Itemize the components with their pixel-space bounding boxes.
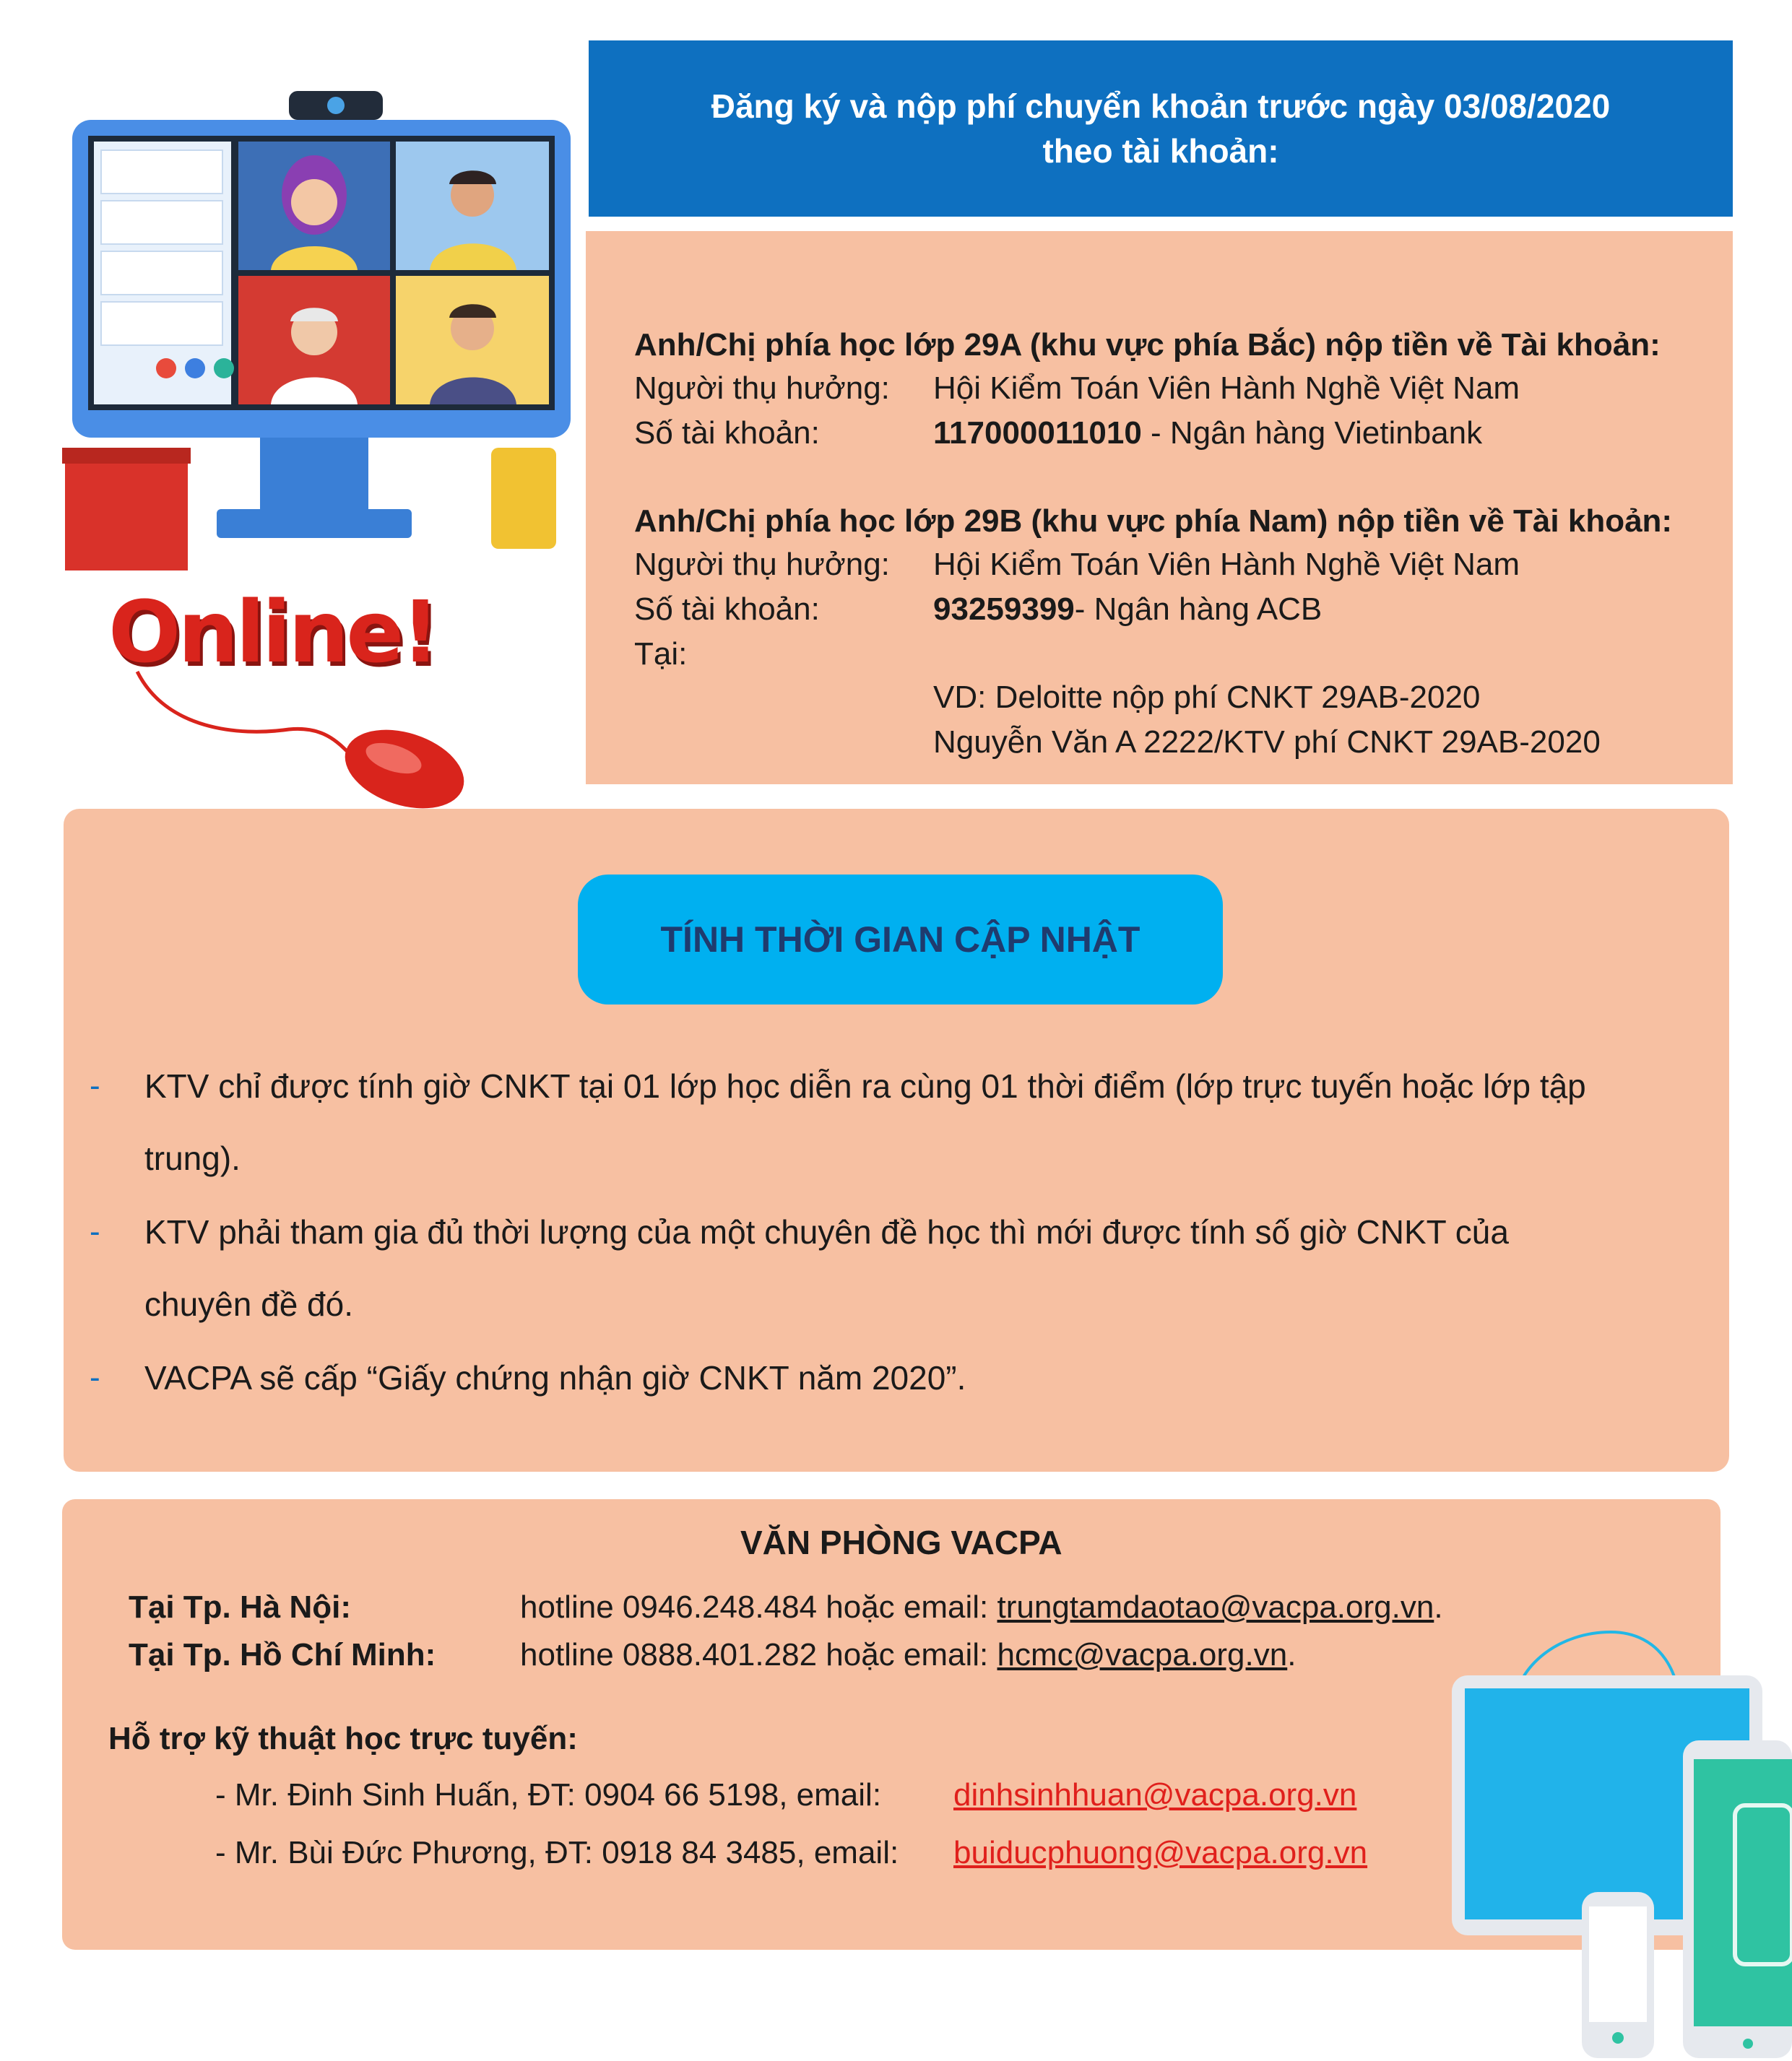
hcmc-label: Tại Tp. Hồ Chí Minh: (129, 1637, 436, 1672)
hcmc-period: . (1287, 1637, 1297, 1672)
north-account-bank: - Ngân hàng Vietinbank (1141, 415, 1483, 451)
computer-mouse-icon (123, 664, 469, 809)
video-call-monitor-illustration (43, 87, 592, 578)
tablet-icon (1683, 1740, 1792, 2058)
online-logo-text: Online! (108, 582, 438, 682)
north-heading: Anh/Chị phía học lớp 29A (khu vực phía Bắc) nộp tiền về Tài khoản: (634, 327, 1661, 363)
hanoi-label: Tại Tp. Hà Nội: (129, 1589, 351, 1625)
south-account-value (933, 588, 1322, 631)
support-1-text: - Mr. Đinh Sinh Huấn, ĐT: 0904 66 5198, email: (215, 1777, 882, 1813)
bullet-2-line-1: KTV phải tham gia đủ thời lượng của một chuyên đề học thì mới được tính số giờ CNKT của (144, 1213, 1509, 1251)
bullet-1-line-1: KTV chỉ được tính giờ CNKT tại 01 lớp học diễn ra cùng 01 thời điểm (lớp trực tuyến hoặc lớp tập (144, 1067, 1586, 1105)
south-account-label: Số tài khoản: (634, 591, 820, 627)
banner-line-2: theo tài khoản: (1042, 132, 1279, 170)
bullet-3-line-1: VACPA sẽ cấp “Giấy chứng nhận giờ CNKT năm 2020”. (144, 1359, 966, 1397)
bullet-2-line-2: chuyên đề đó. (144, 1285, 354, 1323)
hanoi-email-link[interactable]: trungtamdaotao@vacpa.org.vn (997, 1589, 1434, 1625)
south-account-bank: - Ngân hàng ACB (1074, 591, 1323, 627)
registration-banner (589, 40, 1733, 217)
bullet-dash-1: - (90, 1068, 100, 1103)
hanoi-hotline: hotline 0946.248.484 hoặc email: (520, 1589, 997, 1625)
bullet-dash-3: - (90, 1360, 100, 1395)
support-1-email-link[interactable]: dinhsinhhuan@vacpa.org.vn (953, 1777, 1357, 1813)
example-line-2: Nguyễn Văn A 2222/KTV phí CNKT 29AB-2020 (933, 724, 1601, 760)
hanoi-period: . (1434, 1589, 1443, 1625)
update-time-title: TÍNH THỜI GIAN CẬP NHẬT (578, 875, 1223, 1005)
banner-line-1: Đăng ký và nộp phí chuyển khoản trước ngày 03/08/2020 (711, 87, 1611, 125)
north-account-value (933, 412, 1482, 455)
support-title: Hỗ trợ kỹ thuật học trực tuyến: (108, 1721, 578, 1756)
north-beneficiary-label: Người thụ hưởng: (634, 370, 890, 406)
south-account-number: 93259399 (933, 591, 1075, 627)
support-2-email-link[interactable]: buiducphuong@vacpa.org.vn (953, 1835, 1368, 1870)
phone-icon (1582, 1892, 1654, 2058)
devices-chat-illustration (1445, 1625, 1792, 2061)
south-beneficiary-value: Hội Kiểm Toán Viên Hành Nghề Việt Nam (933, 547, 1520, 582)
contact-title: VĂN PHÒNG VACPA (740, 1524, 1062, 1561)
hanoi-contact (520, 1586, 1443, 1629)
example-line-1: VD: Deloitte nộp phí CNKT 29AB-2020 (933, 680, 1481, 715)
bullet-dash-2: - (90, 1214, 100, 1249)
hcmc-hotline: hotline 0888.401.282 hoặc email: (520, 1637, 997, 1672)
at-label: Tại: (634, 636, 688, 672)
south-beneficiary-label: Người thụ hưởng: (634, 547, 890, 582)
south-heading: Anh/Chị phía học lớp 29B (khu vực phía Nam) nộp tiền về Tài khoản: (634, 503, 1673, 539)
north-account-number: 117000011010 (933, 415, 1142, 451)
north-account-label: Số tài khoản: (634, 415, 820, 451)
hcmc-email-link[interactable]: hcmc@vacpa.org.vn (997, 1637, 1288, 1672)
bullet-1-line-2: trung). (144, 1140, 241, 1177)
hcmc-contact (520, 1633, 1296, 1677)
north-beneficiary-value: Hội Kiểm Toán Viên Hành Nghề Việt Nam (933, 370, 1520, 406)
support-2-text: - Mr. Bùi Đức Phương, ĐT: 0918 84 3485, email: (215, 1835, 899, 1870)
